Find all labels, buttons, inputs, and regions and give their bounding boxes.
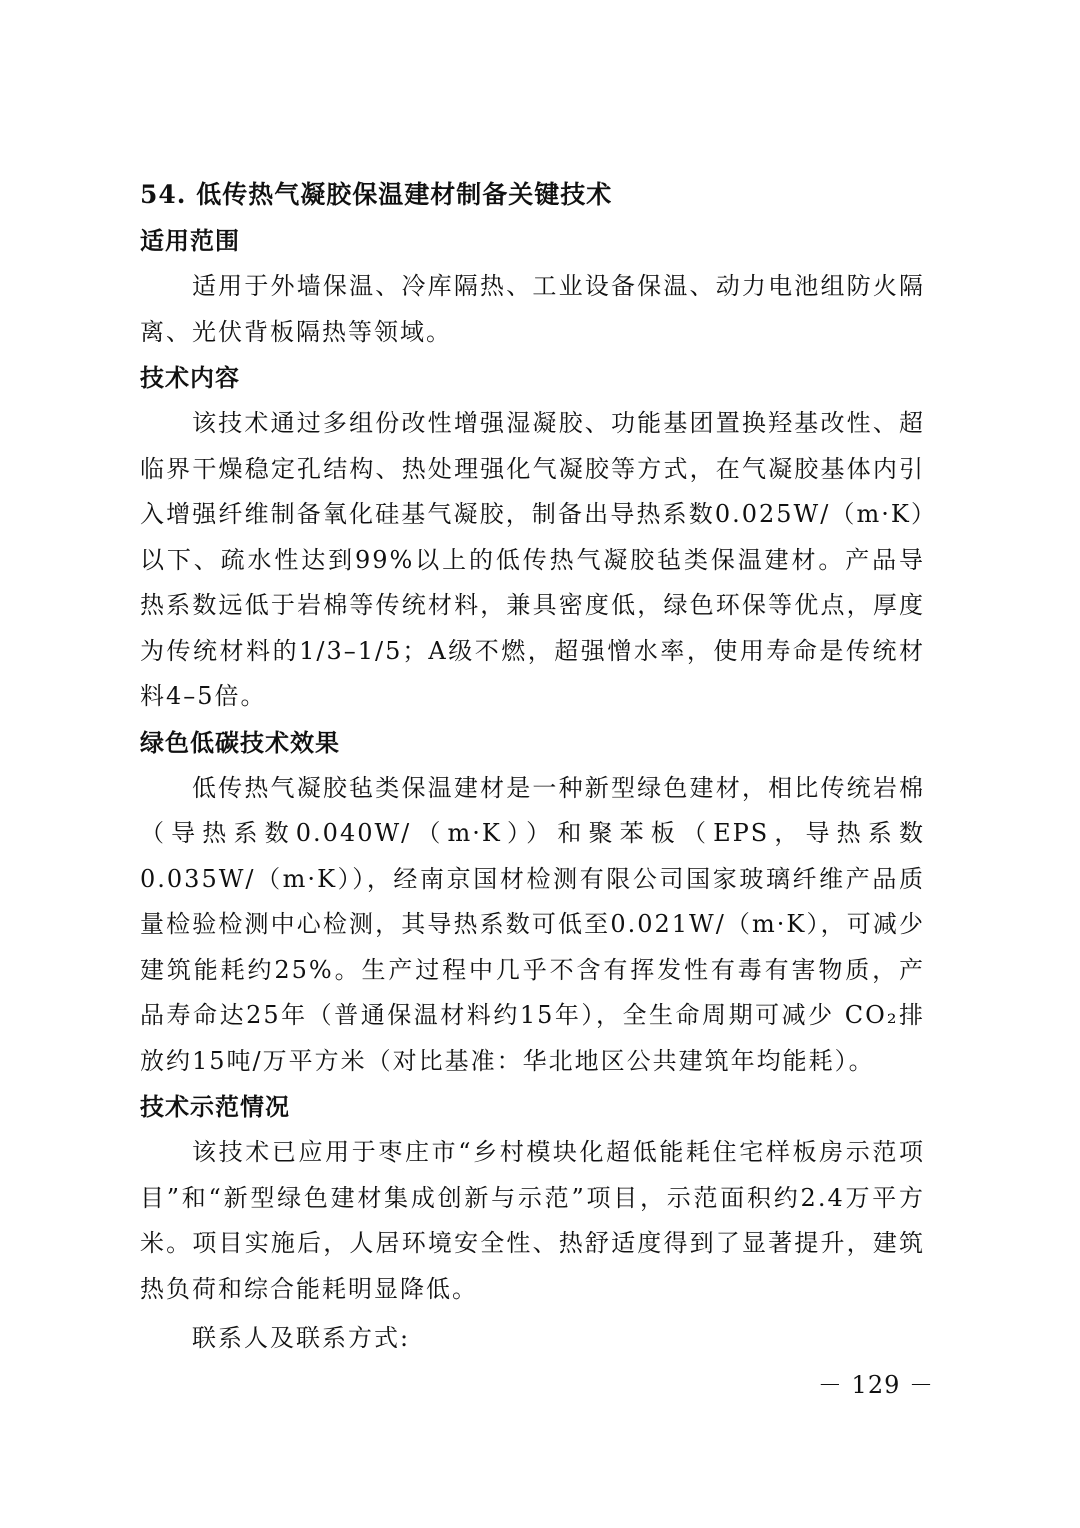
section-heading-technology: 技术内容 xyxy=(140,363,240,392)
section-paragraph-effect: 低传热气凝胶毡类保温建材是一种新型绿色建材，相比传统岩棉（导热系数0.040W/（m·K））和聚苯板（EPS，导热系数0.035W/（m·K）），经南京国材检测有限公司国家玻璃纤维产品质量检验检测中心检测，其导热系数可低至0.021W/（m·K），可减少建筑能耗约25%。生产过程中几乎不含有挥发性有毒有害物质，产品寿命达25年（普通保温材料约15年），全生命周期可减少 CO₂排放约15吨/万平方米（对比基准：华北地区公共建筑年均能耗）。 xyxy=(140,773,925,1075)
contact-label: 联系人及联系方式: xyxy=(192,1324,411,1352)
page-content xyxy=(140,172,925,1362)
section-paragraph-demonstration: 该技术已应用于枣庄市“乡村模块化超低能耗住宅样板房示范项目”和“新型绿色建材集成创新与示范”项目，示范面积约2.4万平方米。项目实施后，人居环境安全性、热舒适度得到了显著提升，建筑热负荷和综合能耗明显降低。 xyxy=(140,1138,925,1303)
page-title: 54. 低传热气凝胶保温建材制备关键技术 xyxy=(140,180,613,209)
section-paragraph-scope: 适用于外墙保温、冷库隔热、工业设备保温、动力电池组防火隔离、光伏背板隔热等领域。 xyxy=(140,272,925,346)
section-heading-effect: 绿色低碳技术效果 xyxy=(140,727,340,757)
section-heading-scope: 适用范围 xyxy=(140,226,240,255)
section-heading-demonstration: 技术示范情况 xyxy=(140,1092,290,1121)
section-paragraph-technology: 该技术通过多组份改性增强湿凝胶、功能基团置换羟基改性、超临界干燥稳定孔结构、热处理强化气凝胶等方式，在气凝胶基体内引入增强纤维制备氧化硅基气凝胶，制备出导热系数0.025W/（m·K）以下、疏水性达到99%以上的低传热气凝胶毡类保温建材。产品导热系数远低于岩棉等传统材料，兼具密度低，绿色环保等优点，厚度为传统材料的1/3–1/5；A级不燃，超强憎水率，使用寿命是传统材料4–5倍。 xyxy=(140,409,925,710)
page-number: － 129 － xyxy=(817,1371,934,1399)
